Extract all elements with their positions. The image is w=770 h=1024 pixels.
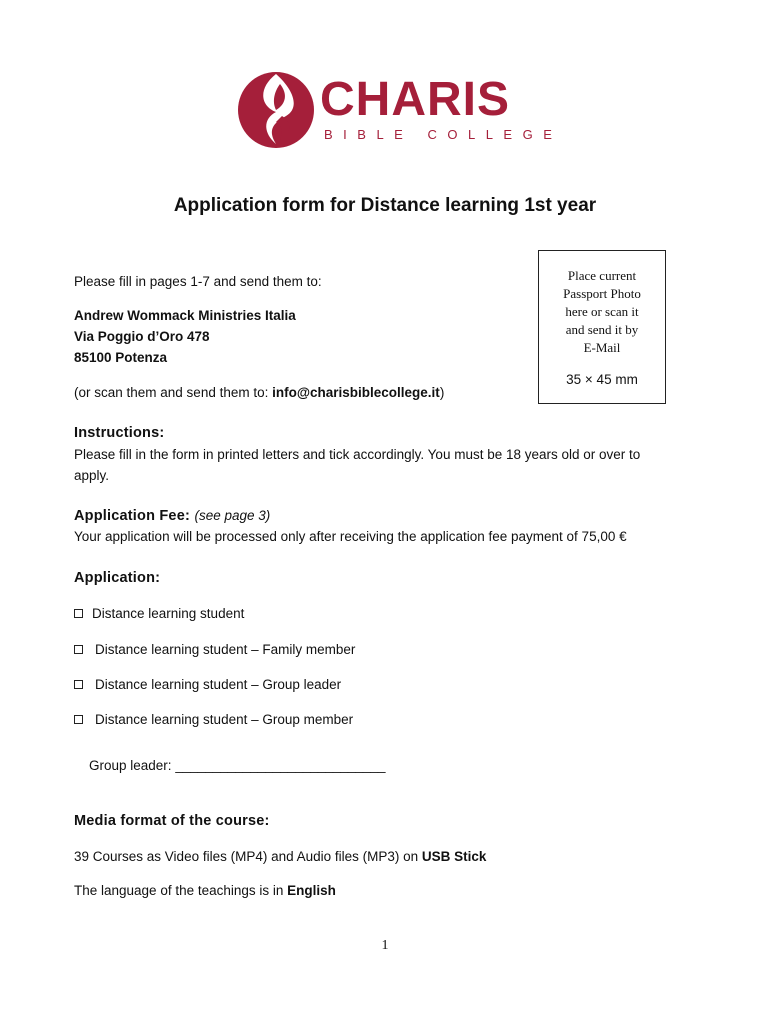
media-line-2-text: The language of the teachings is in [74,883,288,898]
checkbox-icon[interactable] [74,715,83,724]
media-line-1-text: 39 Courses as Video files (MP4) and Audio files (MP3) on [74,849,422,864]
instructions-line-2: apply. [74,468,110,483]
checkbox-icon[interactable] [74,680,83,689]
group-leader-field[interactable] [89,757,386,775]
group-leader-blank[interactable]: ____________________________ [175,758,386,773]
media-language: English [287,883,336,898]
option-family-member[interactable] [74,641,355,659]
fee-note: (see page 3) [194,508,271,523]
fee-heading: Application Fee: [74,508,190,524]
option-distance-student[interactable] [74,605,244,623]
charis-logo [236,66,563,150]
instructions-heading: Instructions: [74,425,165,441]
scan-suffix: ) [439,385,445,400]
photo-box-line-2: Passport Photo [563,286,641,301]
logo-wordmark: CHARIS [320,73,511,126]
application-heading: Application: [74,570,161,586]
photo-box-line-4: and send it by [565,322,639,337]
send-instructions: Please fill in pages 1-7 and send them to: [74,274,322,289]
instructions-line-1: Please fill in the form in printed letters and tick accordingly. You must be 18 years old or over to [74,447,641,462]
media-line-1 [74,848,486,866]
option-label: Distance learning student – Group leader [95,677,342,692]
address-line-3: 85100 Potenza [74,350,168,365]
media-heading: Media format of the course: [74,813,270,829]
page-number: 1 [381,938,389,953]
photo-box-line-3: here or scan it [565,304,639,319]
photo-box-line-1: Place current [567,268,637,283]
option-label: Distance learning student [92,606,245,621]
fee-heading-row [74,506,270,526]
photo-dimensions: 35 × 45 mm [566,372,638,387]
media-usb-stick: USB Stick [421,849,487,864]
scan-instructions [74,384,444,402]
logo-subtitle: BIBLE COLLEGE [324,127,563,142]
email-link[interactable]: info@charisbiblecollege.it [272,385,440,400]
flame-logo-icon [236,66,316,148]
checkbox-icon[interactable] [74,609,83,618]
option-group-member[interactable] [74,711,353,729]
fee-text: Your application will be processed only after receiving the application fee payment of 75,00 € [74,529,627,544]
address-line-2: Via Poggio d’Oro 478 [74,329,210,344]
option-label: Distance learning student – Family member [95,642,356,657]
option-label: Distance learning student – Group member [95,712,354,727]
passport-photo-box [538,250,666,404]
option-group-leader[interactable] [74,676,341,694]
media-line-2 [74,882,336,900]
checkbox-icon[interactable] [74,645,83,654]
address-line-1: Andrew Wommack Ministries Italia [74,308,296,323]
scan-prefix: (or scan them and send them to: [74,385,273,400]
page-title: Application form for Distance learning 1st year [173,195,597,216]
photo-box-line-5: E-Mail [583,340,621,355]
group-leader-label: Group leader: [89,758,176,773]
